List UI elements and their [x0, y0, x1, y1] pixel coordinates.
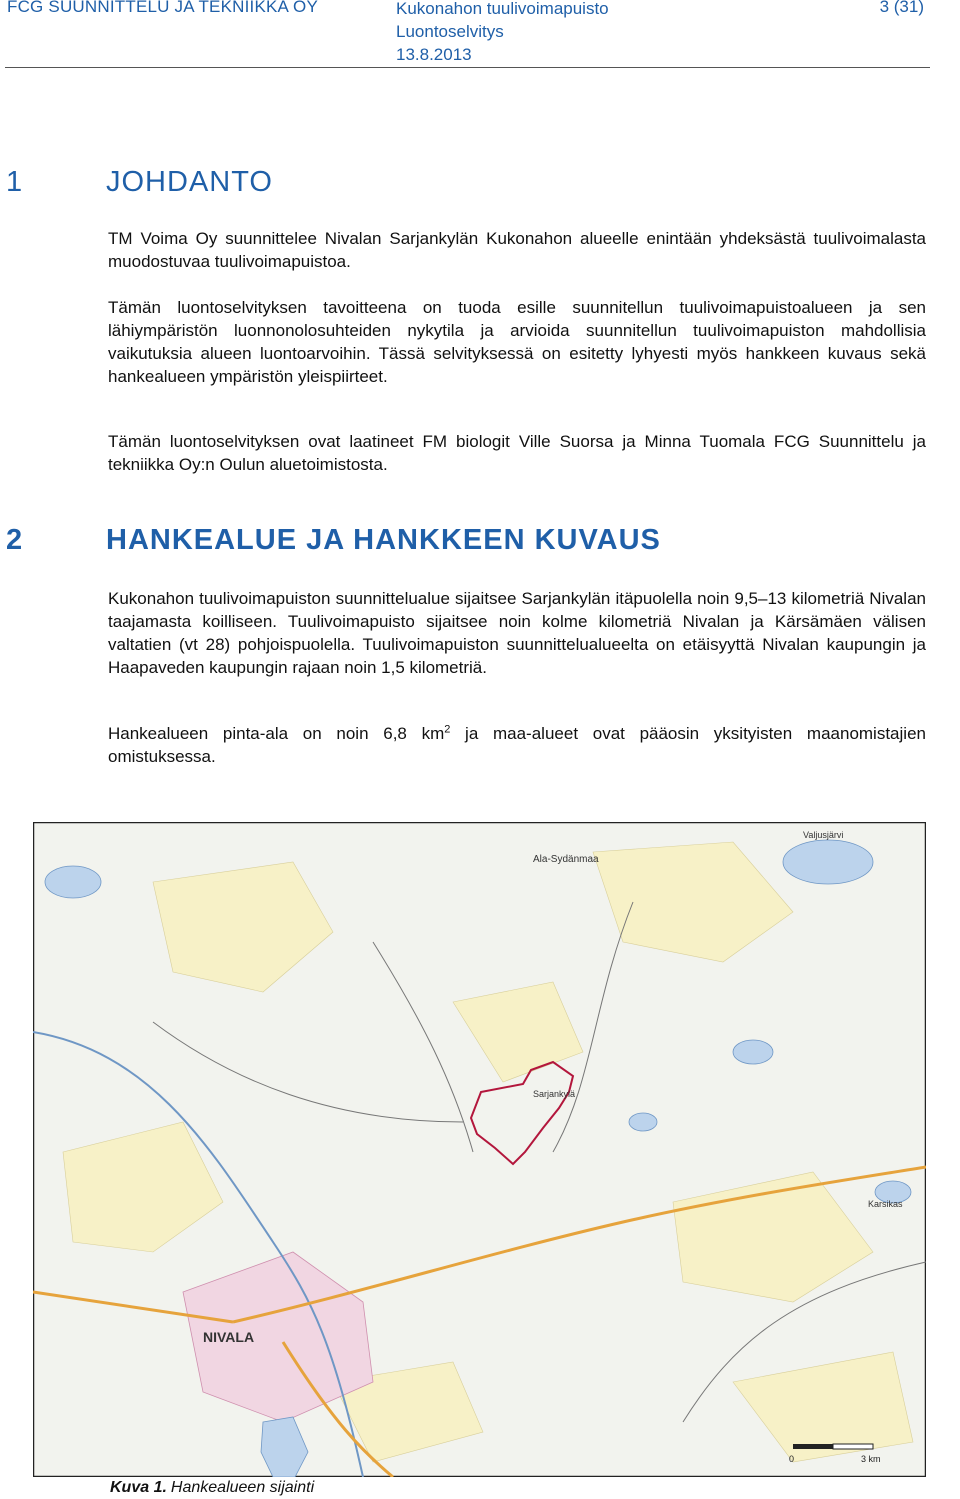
section-number: 2	[6, 524, 24, 556]
map-scale-start: 0	[789, 1454, 795, 1464]
map-label-place: Valjusjärvi	[803, 830, 844, 840]
page-header	[0, 0, 960, 70]
map-label-place: Sarjankylä	[533, 1089, 576, 1099]
paragraph-authors: Tämän luontoselvityksen ovat laatineet FM biologit Ville Suorsa ja Minna Tuomala FCG Suunnittelu ja tekniikka Oy:n Oulun aluetoimistosta.	[108, 432, 926, 474]
header-page-number: 3 (31)	[879, 0, 924, 16]
area-text-after: ja maa-alueet ovat pääosin yksityisten maanomistajien omistuksessa.	[108, 724, 926, 766]
map-label-place: Karsikas	[868, 1199, 903, 1209]
header-divider	[5, 67, 930, 68]
section-heading-2	[6, 524, 661, 557]
section-title: JOHDANTO	[106, 166, 273, 198]
header-doc-type: Luontoselvitys	[396, 22, 504, 41]
paragraph-intro: TM Voima Oy suunnittelee Nivalan Sarjankylän Kukonahon alueelle enintään yhdeksästä tuulivoimalasta muodostuvaa tuulivoimapuistoa.	[108, 229, 926, 271]
figure-caption-text: Hankealueen sijainti	[170, 1479, 315, 1496]
figure-label: Kuva 1.	[110, 1479, 167, 1496]
map-label-place: Ala-Sydänmaa	[533, 854, 599, 865]
paragraph-objective: Tämän luontoselvityksen tavoitteena on tuoda esille suunnitellun tuulivoimapuistoalueen ja sen lähiympäristön luonnonolosuhteiden nykytila ja arvioida suunnitellun tuulivoimapuiston mahdollisia vaikutuksia alueen luontoarvoihin. Tässä selvityksessä on esitetty lyhyesti myös hankkeen kuvaus sekä hankealueen ympäristön yleispiirteet.	[108, 298, 926, 386]
location-map	[33, 822, 926, 1477]
paragraph-area	[108, 722, 926, 768]
header-center	[396, 0, 609, 66]
header-project: Kukonahon tuulivoimapuisto	[396, 0, 609, 18]
header-company: FCG SUUNNITTELU JA TEKNIIKKA OY	[7, 0, 319, 16]
area-text-before: Hankealueen pinta-ala on noin 6,8 km	[108, 724, 445, 743]
map-scale-end: 3 km	[861, 1454, 881, 1464]
paragraph-location: Kukonahon tuulivoimapuiston suunnittelualue sijaitsee Sarjankylän itäpuolella noin 9,5–13 kilometriä Nivalan taajamasta koilliseen. Tuulivoimapuisto sijaitsee noin kolme kilometriä Nivalan ja Kärsämäen välisen valtatien (vt 28) pohjoispuolella. Tuulivoimapuiston suunnittelualueelta on etäisyyttä Nivalan kaupungin ja Haapaveden kaupungin rajaan noin 1,5 kilometriä.	[108, 589, 926, 677]
section-number: 1	[6, 166, 24, 198]
area-unit-superscript: 2	[444, 723, 451, 736]
header-date: 13.8.2013	[396, 45, 472, 64]
figure-caption	[110, 1479, 314, 1497]
section-title: HANKEALUE JA HANKKEEN KUVAUS	[106, 524, 661, 556]
map-label-town: NIVALA	[203, 1329, 255, 1345]
section-heading-1	[6, 166, 273, 199]
